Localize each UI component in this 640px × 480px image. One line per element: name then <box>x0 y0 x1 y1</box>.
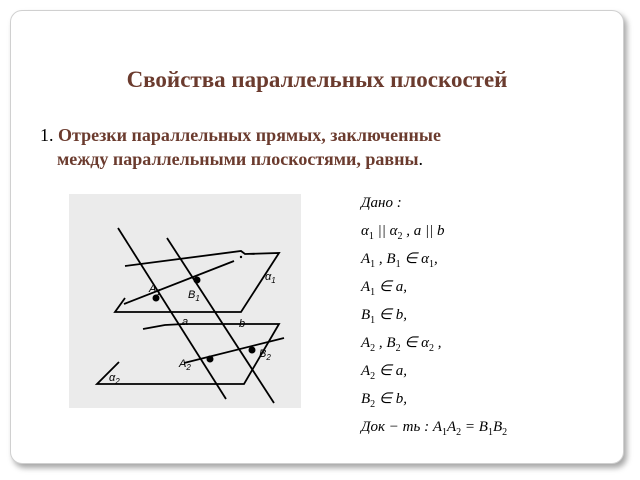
prove-line: Док − ть : $A_1A_2 = B_1B_2$ <box>361 419 508 438</box>
plane-alpha2-outline <box>97 324 279 384</box>
point-b2 <box>249 347 256 354</box>
label-b2: $B_2$ <box>259 348 271 362</box>
given-line-1: $\alpha_1$ || $\alpha_2$ , a || b <box>361 223 445 242</box>
given-block <box>361 192 507 444</box>
point-b1 <box>194 277 201 284</box>
parallel-planes-figure <box>69 194 301 408</box>
slide <box>10 10 624 464</box>
statement-line-1: Отрезки параллельных прямых, заключенные <box>53 125 441 145</box>
given-line-3: $A_1$ ∈ a, <box>361 279 407 298</box>
line-a <box>118 228 226 399</box>
given-line-7: $B_2$ ∈ b, <box>361 391 407 410</box>
slide-title: Свойства параллельных плоскостей <box>126 67 508 92</box>
label-a: a <box>182 316 189 328</box>
stray-dot <box>240 256 242 258</box>
parallel-planes-drawing <box>69 194 301 408</box>
label-alpha2: $\alpha_2$ <box>109 372 120 386</box>
label-alpha1: $\alpha_1$ <box>265 271 276 285</box>
point-a2 <box>207 356 214 363</box>
given-line-4: $B_1$ ∈ b, <box>361 307 407 326</box>
given-heading: Дано : <box>361 195 402 211</box>
given-line-2: $A_1$ , $B_1$ ∈ $\alpha_1$, <box>361 251 438 270</box>
label-a1: $A_1$ <box>149 283 161 297</box>
statement-number: 1. <box>40 125 54 145</box>
line-a1b1 <box>124 261 234 304</box>
label-b: b <box>239 318 246 330</box>
given-line-5: $A_2$ , $B_2$ ∈ $\alpha_2$ , <box>361 335 442 354</box>
given-line-6: $A_2$ ∈ a, <box>361 363 407 382</box>
statement-line-2: между параллельными плоскостями, равны <box>57 149 419 169</box>
property-statement <box>40 123 610 171</box>
statement-end: . <box>418 149 424 169</box>
label-a2: $A_2$ <box>179 358 191 372</box>
label-b1: $B_1$ <box>188 289 200 303</box>
